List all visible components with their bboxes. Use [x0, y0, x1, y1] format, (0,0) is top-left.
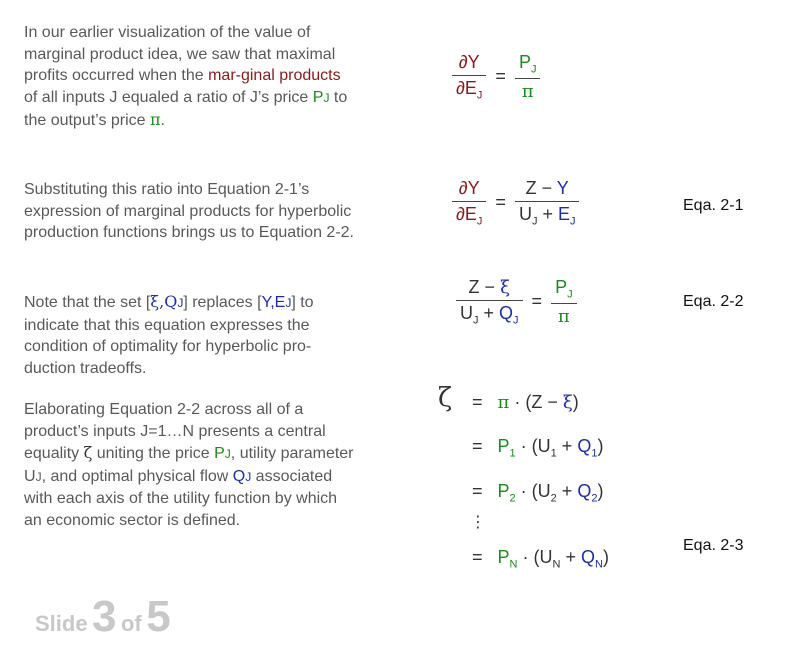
p1-text-c: of all inputs J equaled a ratio of J’s price [24, 88, 313, 106]
p1-text-e: to the output’s price [24, 88, 348, 129]
eq3-vdots: ⋮ [470, 514, 486, 531]
eq1-lhs-fraction [452, 178, 486, 228]
eq2-lhs-numerator: Z − ξ [456, 277, 523, 301]
p4-u-sub: J [35, 469, 42, 484]
equation-vmp [452, 52, 540, 102]
p4-text-f: , and optimal physical flow [41, 467, 233, 485]
eq0-equals: = [495, 66, 506, 87]
eq1-rhs-denominator: $U_J + E_J$ [518, 204, 576, 228]
eq1-equals: = [495, 192, 506, 213]
paragraph-elaborating [24, 399, 354, 531]
label-eqa-2-3: Eqa. 2-3 [683, 537, 744, 554]
paragraph-intro [24, 22, 354, 132]
eq2-lhs-denominator: $U_J + Q_J$ [460, 303, 519, 327]
label-eqa-2-1: Eqa. 2-1 [683, 197, 744, 214]
eq3-zeta: ζ [438, 383, 453, 413]
p4-price-symbol: PJ [214, 445, 231, 462]
p1-marginal-products: mar-ginal products [208, 67, 341, 84]
eq2-pi: π [557, 305, 570, 327]
p4-zeta-symbol: ζ [83, 443, 93, 462]
eq1-numerator: ∂Y [452, 178, 486, 202]
eq3-line-0: = π · (Z − ξ) [472, 392, 579, 413]
p4-text-a: Elaborating Equation 2-2 across all of a product’s inputs J=1…N presents a central equality [24, 401, 326, 462]
p1-text-g: . [160, 112, 165, 129]
eq3-line-n: = $P_N \cdot (U_N + Q_N)$ [472, 547, 609, 571]
eq2-rhs-fraction [551, 277, 577, 327]
eq2-price: $P_J$ [551, 277, 577, 304]
p4-text-c: uniting the price [92, 445, 215, 462]
eq0-rhs-fraction [515, 52, 541, 102]
label-eqa-2-2: Eqa. 2-2 [683, 293, 744, 310]
eq1-denominator: $\partial E_J$ [456, 204, 483, 228]
slide-total: 5 [146, 592, 171, 641]
p1-pi-symbol: π [150, 110, 161, 129]
equation-2-1 [452, 178, 579, 228]
eq3-line-2: = $P_2 \cdot (U_2 + Q_2)$ [472, 481, 604, 505]
equation-2-2 [456, 277, 577, 327]
eq1-rhs-fraction [515, 178, 580, 228]
eq0-numerator: ∂Y [452, 52, 486, 76]
p3-text-c: ] replaces [ [183, 294, 262, 311]
p1-price-symbol: PJ [312, 88, 330, 106]
eq2-lhs-fraction [456, 277, 523, 327]
eq0-lhs-fraction [452, 52, 486, 102]
slide-counter [35, 592, 171, 642]
p4-q-symbol: QJ [232, 467, 252, 485]
eq3-line-1: = $P_1 \cdot (U_1 + Q_1)$ [472, 436, 604, 460]
paragraph-note [24, 291, 354, 379]
p4-text-e: , utility parameter U [24, 445, 354, 485]
p1-text-a: In our earlier visualization of the value of marginal product idea, we saw that maximal profits occurred when the [24, 24, 336, 84]
p4-text-h: associated with each axis of the utility function by which an economic sector is defined. [24, 467, 338, 529]
paragraph-substituting: Substituting this ratio into Equation 2-1’s expression of marginal products for hyperbolic production functions brings us to Equation 2-2. [24, 181, 354, 241]
p3-text-e: ] to indicate that this equation expresses the condition of optimality for hyperbolic pro-duction tradeoffs. [24, 294, 314, 377]
p3-text-a: Note that the set [ [24, 294, 151, 311]
eq0-denominator: $\partial E_J$ [456, 78, 483, 102]
slide-of-word: of [120, 611, 142, 636]
slide-word: Slide [35, 611, 88, 636]
p3-xi-q-set: ξ,QJ [150, 292, 184, 311]
eq1-rhs-numerator: Z − Y [515, 178, 580, 202]
eq2-equals: = [531, 291, 543, 312]
eq0-pi: π [521, 80, 534, 102]
p3-y-e-set: Y,EJ [261, 294, 292, 311]
eq0-price: $P_J$ [515, 52, 541, 79]
slide-current: 3 [92, 592, 117, 641]
